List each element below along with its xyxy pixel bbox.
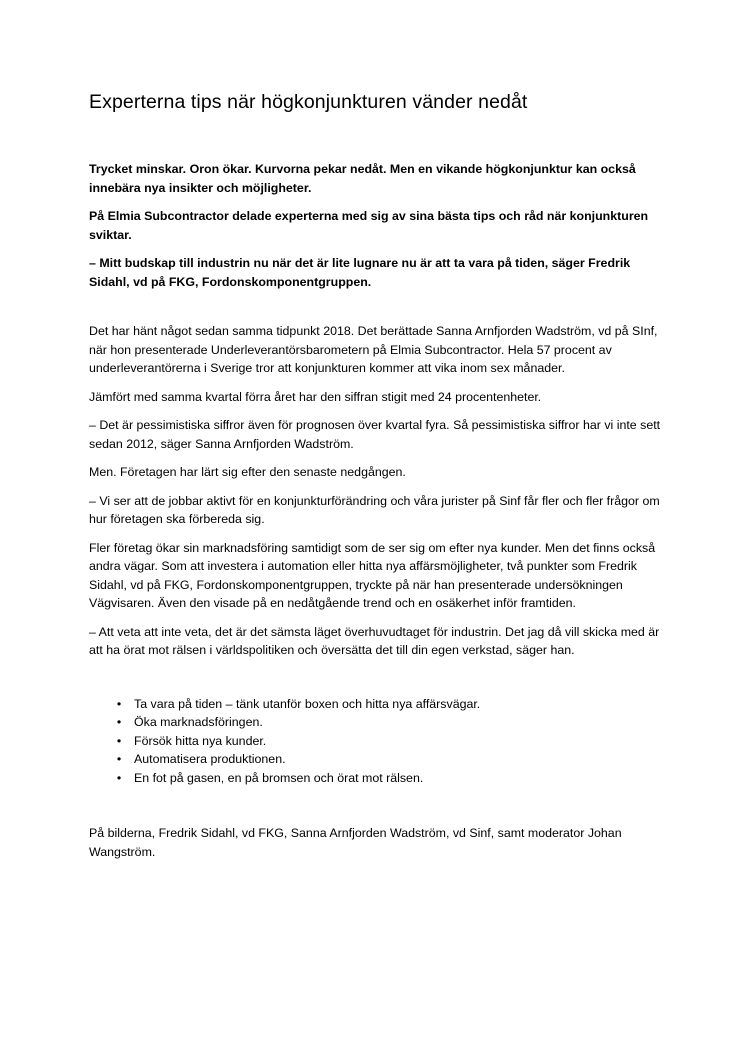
bullet-icon: •	[116, 752, 122, 766]
list-item-text: Öka marknadsföringen.	[134, 715, 263, 729]
list-item	[89, 713, 663, 732]
body-paragraph: – Vi ser att de jobbar aktivt för en konjunkturförändring och våra jurister på Sinf får fler och fler frågor om hur företagen ska förbereda sig.	[89, 493, 660, 526]
list-item	[89, 732, 663, 751]
lead-paragraph: På Elmia Subcontractor delade experterna med sig av sina bästa tips och råd när konjunkturen sviktar.	[89, 209, 649, 242]
list-item-text: Automatisera produktionen.	[134, 752, 286, 766]
bullet-icon: •	[116, 715, 122, 729]
article-lead	[89, 160, 663, 291]
body-paragraph: – Att veta att inte veta, det är det sämsta läget överhuvudtaget för industrin. Det jag då vill skicka med är att ha örat mot rälsen i världspolitiken och översätta det till din egen verkstad, säger han.	[89, 624, 660, 657]
image-caption: På bilderna, Fredrik Sidahl, vd FKG, Sanna Arnfjorden Wadström, vd Sinf, samt moderator Johan Wangström.	[89, 826, 622, 859]
bullet-icon: •	[116, 733, 122, 748]
body-paragraph: Det har hänt något sedan samma tidpunkt 2018. Det berättade Sanna Arnfjorden Wadström, vd på SInf, när hon presenterade Underleverantörsbarometern på Elmia Subcontractor. Hela 57 procent av underleverantörerna i Sverige tror att konjunkturen kommer att vika inom sex månader.	[89, 324, 658, 375]
body-paragraph: Fler företag ökar sin marknadsföring samtidigt som de ser sig om efter nya kunder. Men det finns också andra vägar. Som att investera i automation eller hitta nya affärsmöjligheter, två punkter som Fredrik Sidahl, vd på FKG, Fordonskomponentgruppen, tryckte på när han presenterade undersökningen Vägvisaren. Även den visade på en nedåtgående trend och en osäkerhet inför framtiden.	[89, 540, 656, 610]
article-title: Experterna tips när högkonjunkturen vänder nedåt	[89, 91, 528, 113]
list-item	[89, 769, 663, 788]
body-paragraph: Jämfört med samma kvartal förra året har den siffran stigit med 24 procentenheter.	[89, 389, 542, 404]
list-item	[89, 695, 663, 714]
article-body	[89, 322, 663, 660]
article	[89, 88, 663, 871]
list-item	[89, 750, 663, 769]
lead-paragraph: Trycket minskar. Oron ökar. Kurvorna pekar nedåt. Men en vikande högkonjunktur kan också innebära nya insikter och möjligheter.	[89, 162, 636, 195]
tips-list	[89, 695, 663, 788]
lead-quote: – Mitt budskap till industrin nu när det är lite lugnare nu är att ta vara på tiden, säger Fredrik Sidahl, vd på FKG, Fordonskomponentgruppen.	[89, 256, 631, 289]
list-item-text: Försök hitta nya kunder.	[134, 733, 267, 748]
bullet-icon: •	[116, 696, 122, 711]
bullet-icon: •	[116, 770, 122, 785]
list-item-text: Ta vara på tiden – tänk utanför boxen och hitta nya affärsvägar.	[134, 696, 481, 711]
list-item-text: En fot på gasen, en på bromsen och örat mot rälsen.	[134, 770, 424, 785]
body-paragraph: – Det är pessimistiska siffror även för prognosen över kvartal fyra. Så pessimistiska siffror har vi inte sett sedan 2012, säger Sanna Arnfjorden Wadström.	[89, 418, 661, 451]
body-paragraph: Men. Företagen har lärt sig efter den senaste nedgången.	[89, 465, 406, 479]
